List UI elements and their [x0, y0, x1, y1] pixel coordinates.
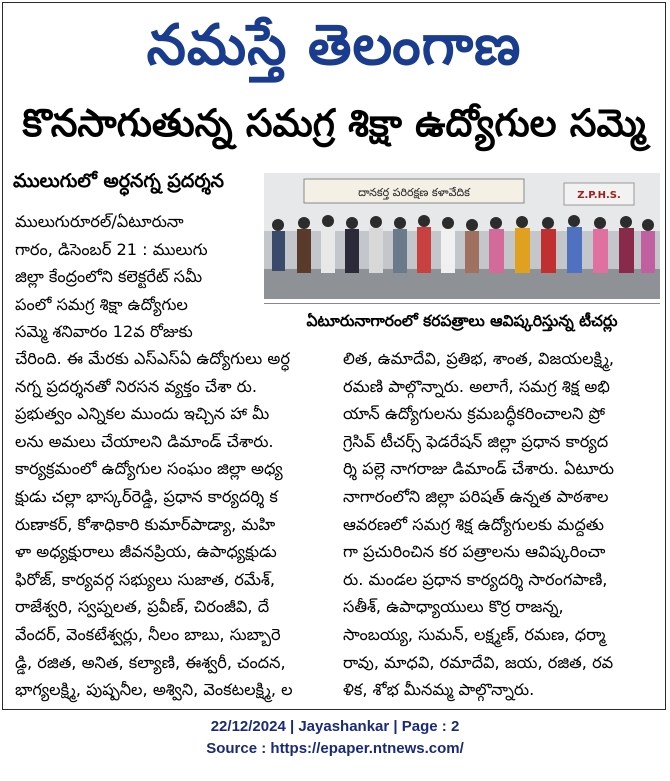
- text-line: సమ్మె శనివారం 12వ రోజుకు: [15, 322, 193, 342]
- text-line: గా ప్రచురించిన కర పత్రాలను ఆవిష్కరించా: [343, 542, 606, 562]
- article-column-top-left: [15, 208, 259, 346]
- text-line: రమణి పాల్గొన్నారు. అలాగే, సమగ్ర శిక్ష అభి: [343, 376, 610, 396]
- text-line: రాజేశ్వరి, స్వప్నలత, ప్రవీణ్, చిరంజీవి, దే: [15, 597, 270, 617]
- text-line: క్షుడు చల్లా భాస్కర్‌రెడ్డి, ప్రధాన కార్యదర్శి క: [15, 486, 278, 506]
- photo-caption: ఏటూరునాగారంలో కరపత్రాలు ఆవిష్కరిస్తున్న టీచర్లు: [264, 303, 660, 338]
- text-line: సతీశ్, ఉపాధ్యాయులు కొర్ర రాజన్న,: [343, 597, 564, 617]
- text-line: రుణాకర్, కోశాధికారి కుమార్‌పాడ్యా, మహి: [15, 514, 276, 534]
- text-line: పంలో సమగ్ర శిక్షా ఉద్యోగుల: [15, 294, 188, 314]
- teachers-group-photo: [264, 173, 660, 299]
- text-line: డ్డి, రజిత, అనిత, కల్యాణి, ఈశ్వరీ, చందన,: [15, 652, 286, 672]
- banner-text: దానకర్త పరిరక్షణ కళావేదిక: [358, 186, 470, 199]
- text-line: ములుగురూరల్/ఏటూరునా: [15, 212, 184, 231]
- text-line: నగ్న ప్రదర్శనతో నిరసన వ్యక్తం చేశా రు.: [15, 376, 258, 396]
- text-line: ఫిరోజ్, కార్యవర్గ సభ్యులు సుజాత, రమేశ్,: [15, 569, 276, 589]
- footer-edition-info: 22/12/2024 | Jayashankar | Page : 2: [210, 718, 460, 735]
- article-headline: కొనసాగుతున్న సమగ్ర శిక్షా ఉద్యోగుల సమ్మె: [22, 101, 646, 145]
- text-line: లను అమలు చేయాలని డిమాండ్ చేశారు.: [15, 431, 274, 451]
- news-photo: [264, 173, 660, 299]
- text-line: లిత, ఉమాదేవి, ప్రతిభ, శాంత, విజయలక్ష్మి,: [343, 349, 615, 368]
- masthead-title: నమస్తే తెలంగాణ: [146, 13, 522, 78]
- text-line: ఆవరణలో సమగ్ర శిక్ష ఉద్యోగులకు మద్దతు: [343, 514, 604, 534]
- newspaper-clipping: [2, 2, 666, 710]
- text-line: నాగారంలోని జిల్లా పరిషత్ ఉన్నత పాఠశాల: [343, 486, 609, 506]
- text-line: కార్యక్రమంలో ఉద్యోగుల సంఘం జిల్లా అధ్య: [15, 459, 283, 479]
- text-line: వేందర్, వెంకటేశ్వర్లు, నీలం బాబు, సుబ్బారె: [15, 624, 281, 644]
- school-sign-text: Z.P.H.S.: [577, 190, 621, 201]
- text-line: ళిక, శోభ మీనమ్మ పాల్గొన్నారు.: [343, 680, 535, 700]
- text-line: చేరింది. ఈ మేరకు ఎస్ఎస్ఏ ఉద్యోగులు అర్ధ: [15, 349, 290, 368]
- footer-source-link[interactable]: Source : https://epaper.ntnews.com/: [206, 740, 464, 757]
- text-line: జిల్లా కేంద్రంలోని కలెక్టరేట్ సమీ: [15, 267, 203, 287]
- text-line: ళా అధ్యక్షురాలు జీవనప్రియ, ఉపాధ్యక్షుడు: [15, 542, 277, 562]
- text-line: సాంబయ్య, సుమన్, లక్ష్మణ్, రమణ, ధర్మా: [343, 624, 606, 644]
- article-subheading: ములుగులో అర్ధనగ్న ప్రదర్శన: [13, 170, 225, 192]
- text-line: భాగ్యలక్ష్మి, పుష్పనీల, అశ్విని, వెంకటలక్ష్మి, ల: [15, 680, 293, 700]
- text-line: రావు, మాధవి, రమాదేవి, జయ, రజిత, రవ: [343, 652, 614, 672]
- page-footer: [0, 716, 670, 760]
- text-line: గారం, డిసెంబర్ 21 : ములుగు: [15, 239, 208, 259]
- article-column-right: [343, 345, 661, 704]
- article-column-left: [15, 345, 337, 704]
- text-line: గ్రెసివ్ టీచర్స్ ఫెడరేషన్ జిల్లా ప్రధాన కార్యద: [343, 431, 609, 451]
- text-line: ప్రభుత్వం ఎన్నికల ముందు ఇచ్చిన హా మీ: [15, 404, 270, 424]
- text-line: ర్శి పల్లె నాగరాజు డిమాండ్ చేశారు. ఏటూరు: [343, 459, 614, 479]
- text-line: రు. మండల ప్రధాన కార్యదర్శి సారంగపాణి,: [343, 569, 608, 589]
- newspaper-masthead: [3, 3, 665, 89]
- text-line: యాన్ ఉద్యోగులను క్రమబద్ధీకరించాలని ప్రో: [343, 404, 606, 424]
